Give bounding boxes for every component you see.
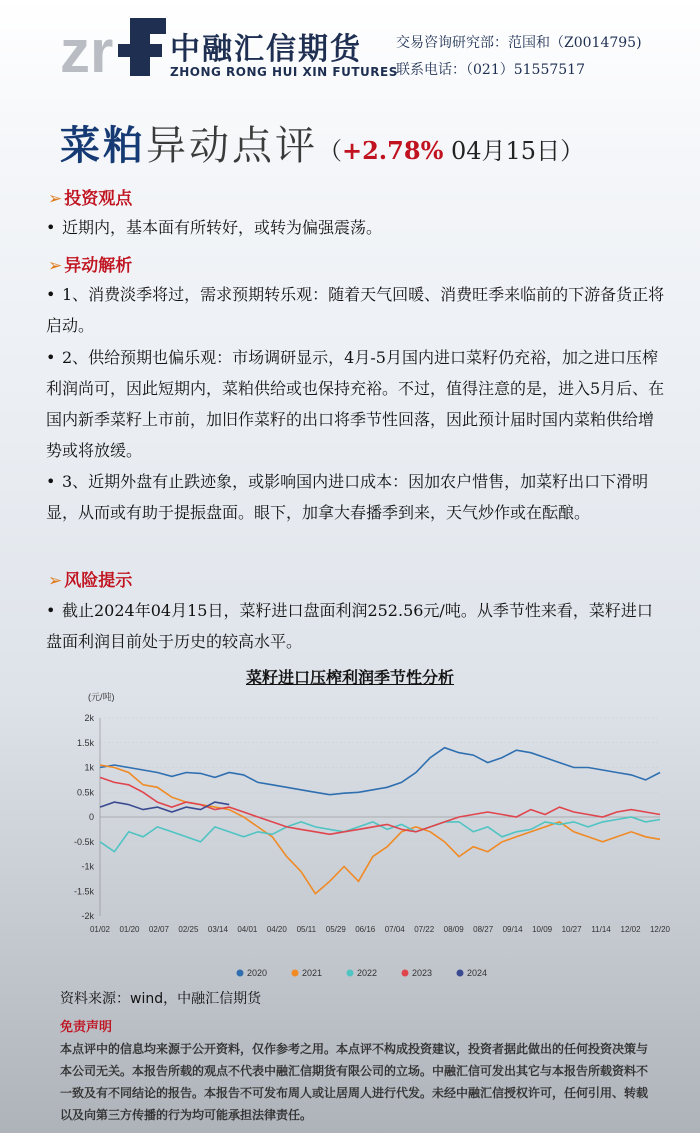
- contact-analyst: 交易咨询研究部：范国和（Z0014795): [396, 35, 642, 51]
- paragraph-analysis-3: • 3、近期外盘有止跌迹象，或影响国内进口成本：因加农户惜售，加菜籽出口下滑明显，从而或有助于提振盘面。眼下，加拿大春播季到来，天气炒作或在酝酿。: [46, 466, 666, 528]
- legend-label-2020: 2020: [247, 968, 268, 978]
- data-source: 资料来源：wind，中融汇信期货: [60, 991, 262, 1007]
- x-tick-label: 10/09: [532, 925, 553, 934]
- disclaimer-heading: 免责声明: [60, 1020, 113, 1035]
- series-line-2022: [100, 817, 660, 852]
- x-tick-label: 10/27: [561, 925, 582, 934]
- section-heading-analysis: ➢ 异动解析: [48, 256, 133, 276]
- title-change: +2.78%: [342, 136, 444, 165]
- x-tick-label: 02/07: [148, 925, 169, 934]
- title-open-paren: （: [318, 137, 342, 165]
- bullet-icon: •: [46, 218, 56, 237]
- bullet-icon: •: [46, 601, 56, 620]
- bullet-icon: •: [46, 285, 56, 304]
- svg-text:zr: zr: [60, 18, 114, 80]
- y-tick-label: 0.5k: [76, 787, 94, 798]
- legend-marker-2023: [402, 970, 409, 977]
- contact-phone: 联系电话：（021）51557517: [396, 62, 585, 78]
- x-tick-label: 07/22: [414, 925, 435, 934]
- paragraph-risk: • 截止2024年04月15日，菜籽进口盘面利润252.56元/吨。从季节性来看，菜籽进口盘面利润目前处于历史的较高水平。: [46, 595, 666, 657]
- y-tick-label: -1.5k: [73, 886, 94, 897]
- x-tick-label: 03/14: [207, 925, 228, 934]
- paragraph-analysis-2: • 2、供给预期也偏乐观：市场调研显示，4月-5月国内进口菜籽仍充裕，加之进口压榨利润尚可，因此短期内，菜粕供给或也保持充裕。不过，值得注意的是，进入5月后、在国内新季菜籽上市前，加旧作菜籽的出口将季节性回落，因此预计届时国内菜粕供给增势或将放缓。: [46, 342, 666, 466]
- legend-label-2021: 2021: [302, 968, 323, 978]
- legend-label-2024: 2024: [467, 968, 488, 978]
- legend-label-2022: 2022: [357, 968, 378, 978]
- paragraph-view: • 近期内，基本面有所转好，或转为偏强震荡。: [46, 212, 666, 243]
- arrow-icon: ➢: [48, 256, 63, 276]
- x-tick-label: 12/02: [620, 925, 641, 934]
- legend-marker-2024: [457, 970, 464, 977]
- x-tick-label: 02/25: [178, 925, 199, 934]
- x-tick-label: 04/01: [237, 925, 258, 934]
- title-product: 菜粕: [60, 122, 146, 169]
- report-header: [0, 0, 700, 95]
- x-tick-label: 08/27: [473, 925, 494, 934]
- paragraph-analysis-1: • 1、消费淡季将过，需求预期转乐观：随着天气回暖、消费旺季来临前的下游备货正将启动。: [46, 279, 666, 341]
- x-tick-label: 05/11: [296, 925, 317, 934]
- x-tick-label: 06/16: [355, 925, 376, 934]
- series-line-2020: [100, 748, 660, 795]
- x-tick-label: 05/29: [325, 925, 346, 934]
- brand-name-en: ZHONG RONG HUI XIN FUTURES: [170, 65, 398, 79]
- contact-info: [396, 30, 642, 84]
- report-title: [60, 114, 584, 171]
- legend-marker-2020: [237, 970, 244, 977]
- title-date: 04月15日）: [443, 137, 585, 165]
- legend-marker-2022: [347, 970, 354, 977]
- bullet-icon: •: [46, 348, 56, 367]
- x-tick-label: 01/20: [119, 925, 140, 934]
- y-tick-label: 1k: [84, 762, 94, 773]
- arrow-icon: ➢: [48, 571, 63, 591]
- y-tick-label: -0.5k: [73, 836, 94, 847]
- x-tick-label: 04/20: [266, 925, 287, 934]
- y-tick-label: 2k: [84, 713, 94, 723]
- bullet-icon: •: [46, 472, 56, 491]
- brand-name-cn: 中融汇信期货: [170, 32, 362, 67]
- company-logo: [60, 14, 170, 80]
- y-tick-label: -2k: [81, 911, 94, 921]
- x-tick-label: 12/20: [649, 925, 670, 934]
- title-kind: 异动点评: [146, 123, 318, 169]
- x-tick-label: 01/02: [89, 925, 111, 934]
- section-heading-risk: ➢ 风险提示: [48, 571, 133, 591]
- y-tick-label: -1k: [81, 861, 94, 872]
- x-tick-label: 09/14: [502, 925, 523, 934]
- legend-label-2023: 2023: [412, 968, 433, 978]
- series-line-2023: [100, 777, 660, 834]
- x-tick-label: 07/04: [384, 925, 405, 934]
- x-tick-label: 08/09: [443, 925, 464, 934]
- chart-title: 菜籽进口压榨利润季节性分析: [245, 668, 454, 687]
- disclaimer-text: 本点评中的信息均来源于公开资料，仅作参考之用。本点评不构成投资建议，投资者据此做出的任何投资决策与本公司无关。本报告所载的观点不代表中融汇信期货有限公司的立场。中融汇信可发出其它与本报告所载资料不一致及有不同结论的报告。本报告不可发布周人或让居周人进行代发。未经中融汇信授权许可，任何引用、转载以及向第三方传播的行为均可能承担法律责任。: [60, 1042, 649, 1122]
- y-axis-label: (元/吨): [88, 692, 115, 702]
- x-tick-label: 11/14: [591, 925, 611, 934]
- series-line-2021: [100, 765, 660, 894]
- legend-marker-2021: [292, 970, 299, 977]
- arrow-icon: ➢: [48, 189, 63, 209]
- y-tick-label: 1.5k: [76, 737, 94, 748]
- section-heading-view: ➢ 投资观点: [48, 189, 133, 209]
- y-tick-label: 0: [88, 812, 94, 822]
- seasonal-profit-chart: [60, 688, 670, 988]
